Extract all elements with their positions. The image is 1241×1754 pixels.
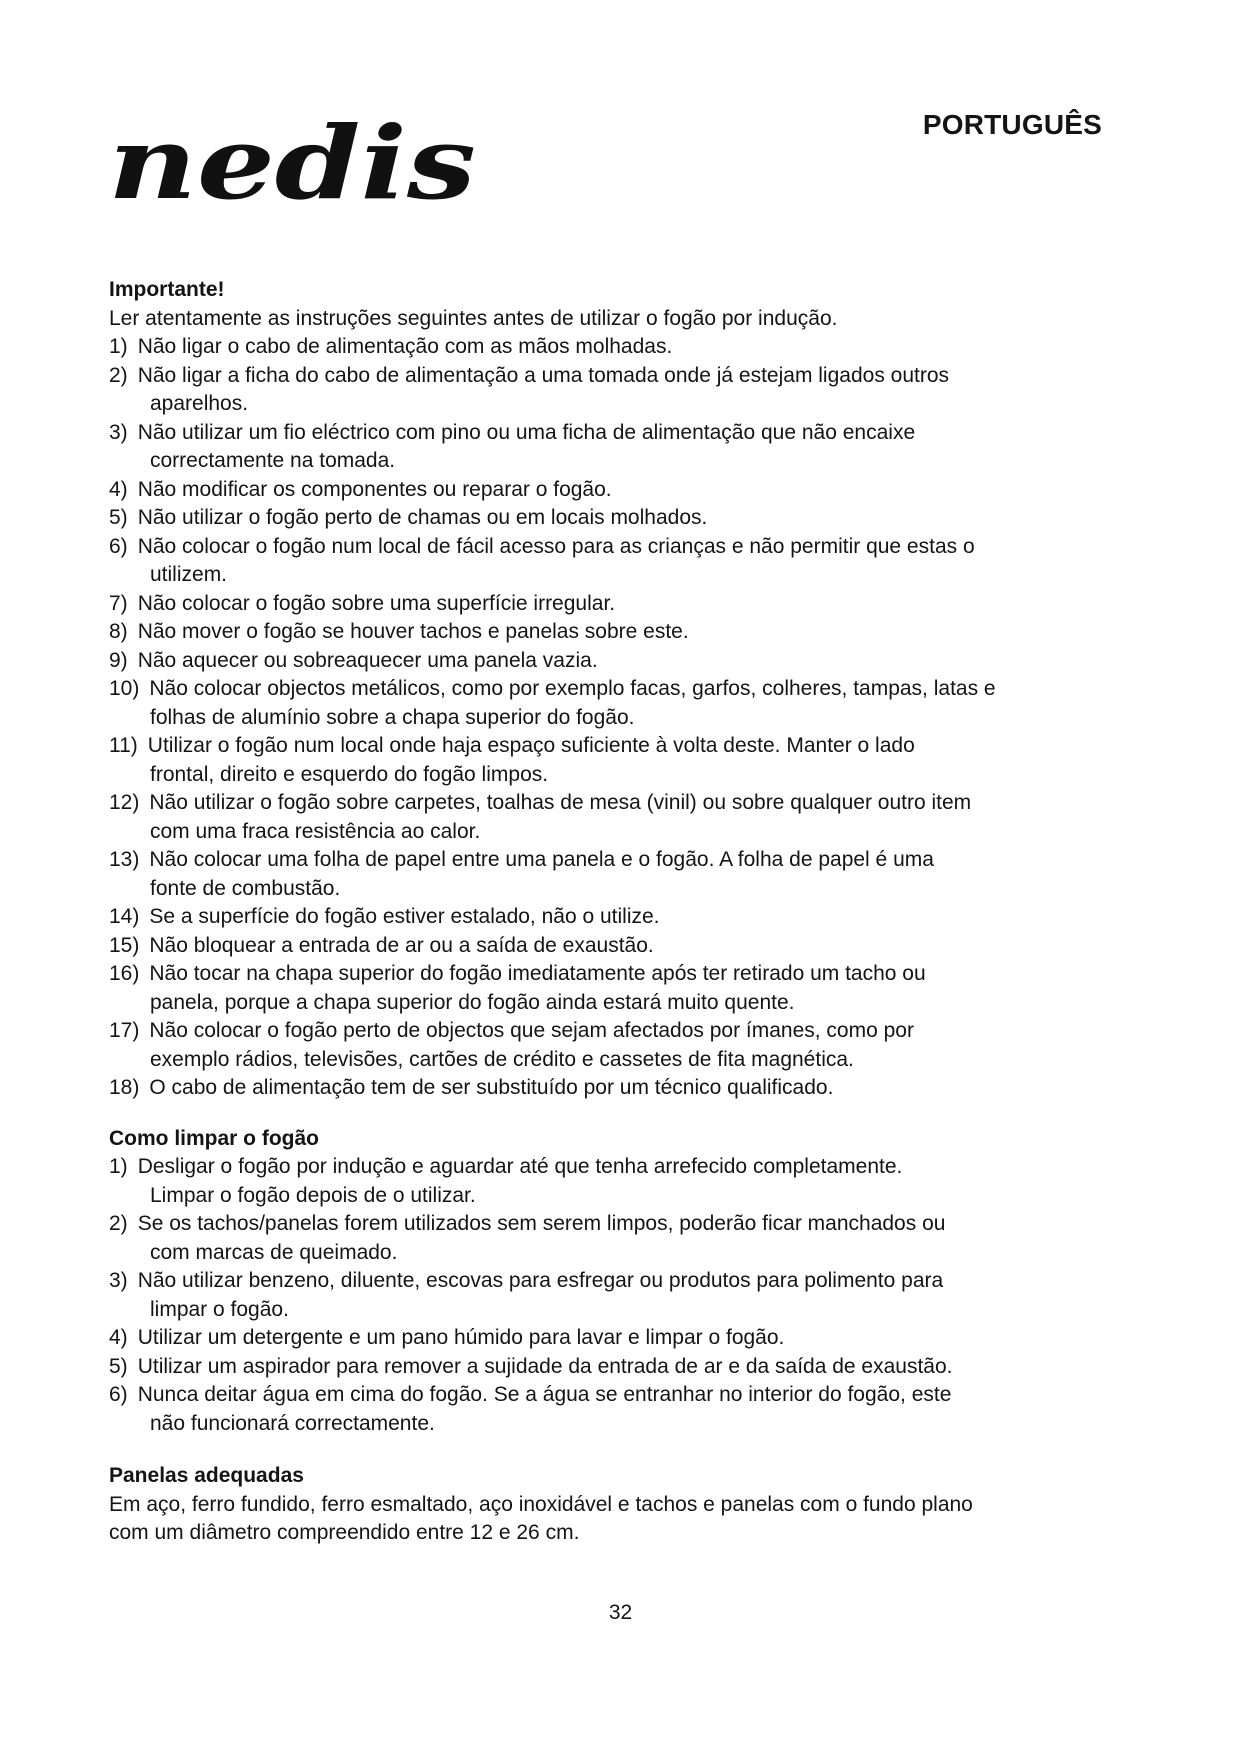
- list-item: [109, 1017, 1129, 1074]
- list-item-line: [109, 1074, 1129, 1103]
- list-item: [109, 1267, 1129, 1324]
- list-item-line: [109, 903, 1129, 932]
- list-item-text: frontal, direito e esquerdo do fogão limpos.: [150, 762, 549, 786]
- list-item-number: 4): [109, 1326, 128, 1349]
- list-item-text: panela, porque a chapa superior do fogão ainda estará muito quente.: [150, 990, 795, 1014]
- list-item: [109, 1324, 1129, 1353]
- list-item-text: Limpar o fogão depois de o utilizar.: [150, 1183, 476, 1207]
- list-item: [109, 1353, 1129, 1382]
- list-item-number: 16): [109, 962, 140, 985]
- list-item-text: limpar o fogão.: [150, 1297, 289, 1321]
- list-item-text: Utilizar um detergente e um pano húmido para lavar e limpar o fogão.: [137, 1326, 785, 1349]
- list-item-line: [109, 789, 1129, 818]
- list-item-text: O cabo de alimentação tem de ser substituído por um técnico qualificado.: [149, 1076, 834, 1099]
- list-item: [109, 1153, 1129, 1210]
- list-item-line: [109, 647, 1129, 676]
- important-heading: Importante!: [109, 278, 225, 301]
- cleaning-heading: Como limpar o fogão: [109, 1126, 319, 1150]
- list-item-text: folhas de alumínio sobre a chapa superior do fogão.: [150, 705, 635, 729]
- list-item-number: 4): [109, 477, 128, 501]
- list-item: [109, 333, 1129, 362]
- list-item-text: Não aquecer ou sobreaquecer uma panela vazia.: [137, 648, 598, 672]
- list-item-number: 11): [109, 734, 138, 757]
- list-item-number: 9): [109, 648, 128, 672]
- list-item-text: Não ligar o cabo de alimentação com as mãos molhadas.: [137, 335, 673, 358]
- document-body: [109, 276, 1129, 1548]
- list-item: [109, 590, 1129, 619]
- list-item-text: Se a superfície do fogão estiver estalado, não o utilize.: [149, 905, 660, 928]
- list-item-number: 5): [109, 506, 128, 529]
- list-item-text: Não ligar a ficha do cabo de alimentação a uma tomada onde já estejam ligados outros: [137, 363, 950, 387]
- list-item-text: Não utilizar um fio eléctrico com pino ou uma ficha de alimentação que não encaixe: [137, 420, 916, 444]
- list-item-line: [109, 1381, 1129, 1410]
- list-item: [109, 789, 1129, 846]
- page-number: 32: [608, 1601, 633, 1624]
- list-item-line: [109, 1210, 1129, 1239]
- list-item: [109, 476, 1129, 505]
- pans-text-line: Em aço, ferro fundido, ferro esmaltado, aço inoxidável e tachos e panelas com o fundo plano: [109, 1492, 973, 1516]
- list-item-line: [109, 1353, 1129, 1382]
- list-item-number: 6): [109, 1383, 128, 1406]
- list-item-text: Não modificar os componentes ou reparar o fogão.: [137, 477, 612, 501]
- pans-heading: Panelas adequadas: [109, 1464, 304, 1487]
- list-item-number: 10): [109, 677, 140, 700]
- list-item: [109, 1381, 1129, 1438]
- list-item-number: 3): [109, 1269, 128, 1292]
- list-item-text: Não mover o fogão se houver tachos e panelas sobre este.: [137, 620, 689, 643]
- list-item-text: Não utilizar o fogão sobre carpetes, toalhas de mesa (vinil) ou sobre qualquer outro item: [149, 791, 972, 814]
- list-item-continuation: [109, 704, 1129, 733]
- list-item-line: [109, 590, 1129, 619]
- list-item: [109, 1074, 1129, 1103]
- list-item-number: 2): [109, 1212, 128, 1235]
- language-label: PORTUGUÊS: [922, 109, 1102, 140]
- list-item-text: Não utilizar o fogão perto de chamas ou em locais molhados.: [137, 506, 708, 529]
- list-item: [109, 732, 1129, 789]
- list-item-line: [109, 533, 1129, 562]
- list-item-text: Não colocar o fogão perto de objectos que sejam afectados por ímanes, como por: [149, 1019, 914, 1042]
- list-item-text: Não tocar na chapa superior do fogão imediatamente após ter retirado um tacho ou: [149, 962, 926, 985]
- list-item: [109, 1210, 1129, 1267]
- list-item-continuation: [109, 1046, 1129, 1075]
- list-item-line: [109, 960, 1129, 989]
- list-item: [109, 533, 1129, 590]
- list-item-line: [109, 1267, 1129, 1296]
- list-item-text: Não colocar objectos metálicos, como por exemplo facas, garfos, colheres, tampas, latas e: [149, 677, 996, 700]
- list-item: [109, 504, 1129, 533]
- important-list: [109, 333, 1129, 1103]
- list-item-line: [109, 675, 1129, 704]
- list-item-continuation: [109, 1182, 1129, 1211]
- list-item-text: Não utilizar benzeno, diluente, escovas para esfregar ou produtos para polimento para: [137, 1269, 944, 1292]
- list-item-number: 12): [109, 791, 140, 814]
- list-item-text: aparelhos.: [150, 392, 249, 415]
- list-item-line: [109, 1324, 1129, 1353]
- list-item: [109, 903, 1129, 932]
- list-item-line: [109, 932, 1129, 961]
- list-item-line: [109, 1153, 1129, 1182]
- list-item-line: [109, 333, 1129, 362]
- list-item-number: 6): [109, 534, 128, 558]
- list-item-continuation: [109, 818, 1129, 847]
- list-item-line: [109, 476, 1129, 505]
- list-item-text: exemplo rádios, televisões, cartões de crédito e cassetes de fita magnética.: [150, 1047, 854, 1071]
- list-item-number: 5): [109, 1354, 128, 1378]
- pans-section: [109, 1462, 1129, 1548]
- list-item-continuation: [109, 761, 1129, 790]
- list-item: [109, 618, 1129, 647]
- list-item-line: [109, 419, 1129, 448]
- list-item: [109, 932, 1129, 961]
- list-item: [109, 419, 1129, 476]
- list-item-text: Nunca deitar água em cima do fogão. Se a água se entranhar no interior do fogão, este: [137, 1383, 952, 1406]
- list-item-line: [109, 362, 1129, 391]
- list-item-continuation: [109, 561, 1129, 590]
- brand-logo-text: nedis: [108, 108, 476, 212]
- list-item-text: com marcas de queimado.: [150, 1240, 398, 1264]
- list-item-text: Não bloquear a entrada de ar ou a saída de exaustão.: [149, 933, 654, 957]
- list-item-number: 8): [109, 620, 128, 643]
- list-item-number: 15): [109, 933, 140, 957]
- list-item-number: 17): [109, 1019, 140, 1042]
- list-item-line: [109, 504, 1129, 533]
- list-item: [109, 647, 1129, 676]
- list-item-continuation: [109, 875, 1129, 904]
- list-item-continuation: [109, 1410, 1129, 1439]
- list-item-line: [109, 846, 1129, 875]
- list-item-text: Utilizar o fogão num local onde haja espaço suficiente à volta deste. Manter o lado: [147, 734, 915, 757]
- brand-logo: [104, 108, 484, 212]
- list-item: [109, 362, 1129, 419]
- list-item-number: 1): [109, 1155, 128, 1178]
- list-item-number: 7): [109, 591, 128, 615]
- list-item-number: 13): [109, 848, 140, 871]
- list-item-text: Não colocar uma folha de papel entre uma panela e o fogão. A folha de papel é uma: [149, 848, 934, 871]
- list-item: [109, 960, 1129, 1017]
- list-item: [109, 846, 1129, 903]
- list-item-line: [109, 1017, 1129, 1046]
- cleaning-section: [109, 1125, 1129, 1439]
- list-item-text: correctamente na tomada.: [150, 449, 396, 472]
- list-item-text: Não colocar o fogão num local de fácil acesso para as crianças e não permitir que estas o: [137, 534, 975, 558]
- list-item-line: [109, 618, 1129, 647]
- pans-text-line: com um diâmetro compreendido entre 12 e 26 cm.: [109, 1521, 580, 1544]
- list-item-text: não funcionará correctamente.: [150, 1411, 435, 1435]
- list-item-number: 18): [109, 1076, 140, 1099]
- list-item-text: com uma fraca resistência ao calor.: [150, 819, 481, 843]
- important-section: [109, 276, 1129, 1103]
- list-item-text: Se os tachos/panelas forem utilizados sem serem limpos, poderão ficar manchados ou: [137, 1212, 946, 1235]
- list-item-line: [109, 732, 1129, 761]
- list-item-number: 14): [109, 905, 140, 928]
- list-item-text: Desligar o fogão por indução e aguardar até que tenha arrefecido completamente.: [137, 1155, 903, 1178]
- important-intro: Ler atentamente as instruções seguintes antes de utilizar o fogão por indução.: [109, 306, 838, 330]
- list-item-continuation: [109, 447, 1129, 476]
- list-item-text: fonte de combustão.: [150, 876, 341, 900]
- list-item-continuation: [109, 390, 1129, 419]
- list-item-continuation: [109, 1296, 1129, 1325]
- list-item: [109, 675, 1129, 732]
- list-item-number: 1): [109, 335, 128, 358]
- list-item-text: utilizem.: [150, 563, 228, 586]
- list-item-number: 2): [109, 363, 128, 387]
- list-item-number: 3): [109, 420, 128, 444]
- list-item-continuation: [109, 1239, 1129, 1268]
- cleaning-list: [109, 1153, 1129, 1438]
- list-item-text: Não colocar o fogão sobre uma superfície irregular.: [137, 591, 616, 615]
- list-item-continuation: [109, 989, 1129, 1018]
- list-item-text: Utilizar um aspirador para remover a sujidade da entrada de ar e da saída de exaustão.: [137, 1354, 953, 1378]
